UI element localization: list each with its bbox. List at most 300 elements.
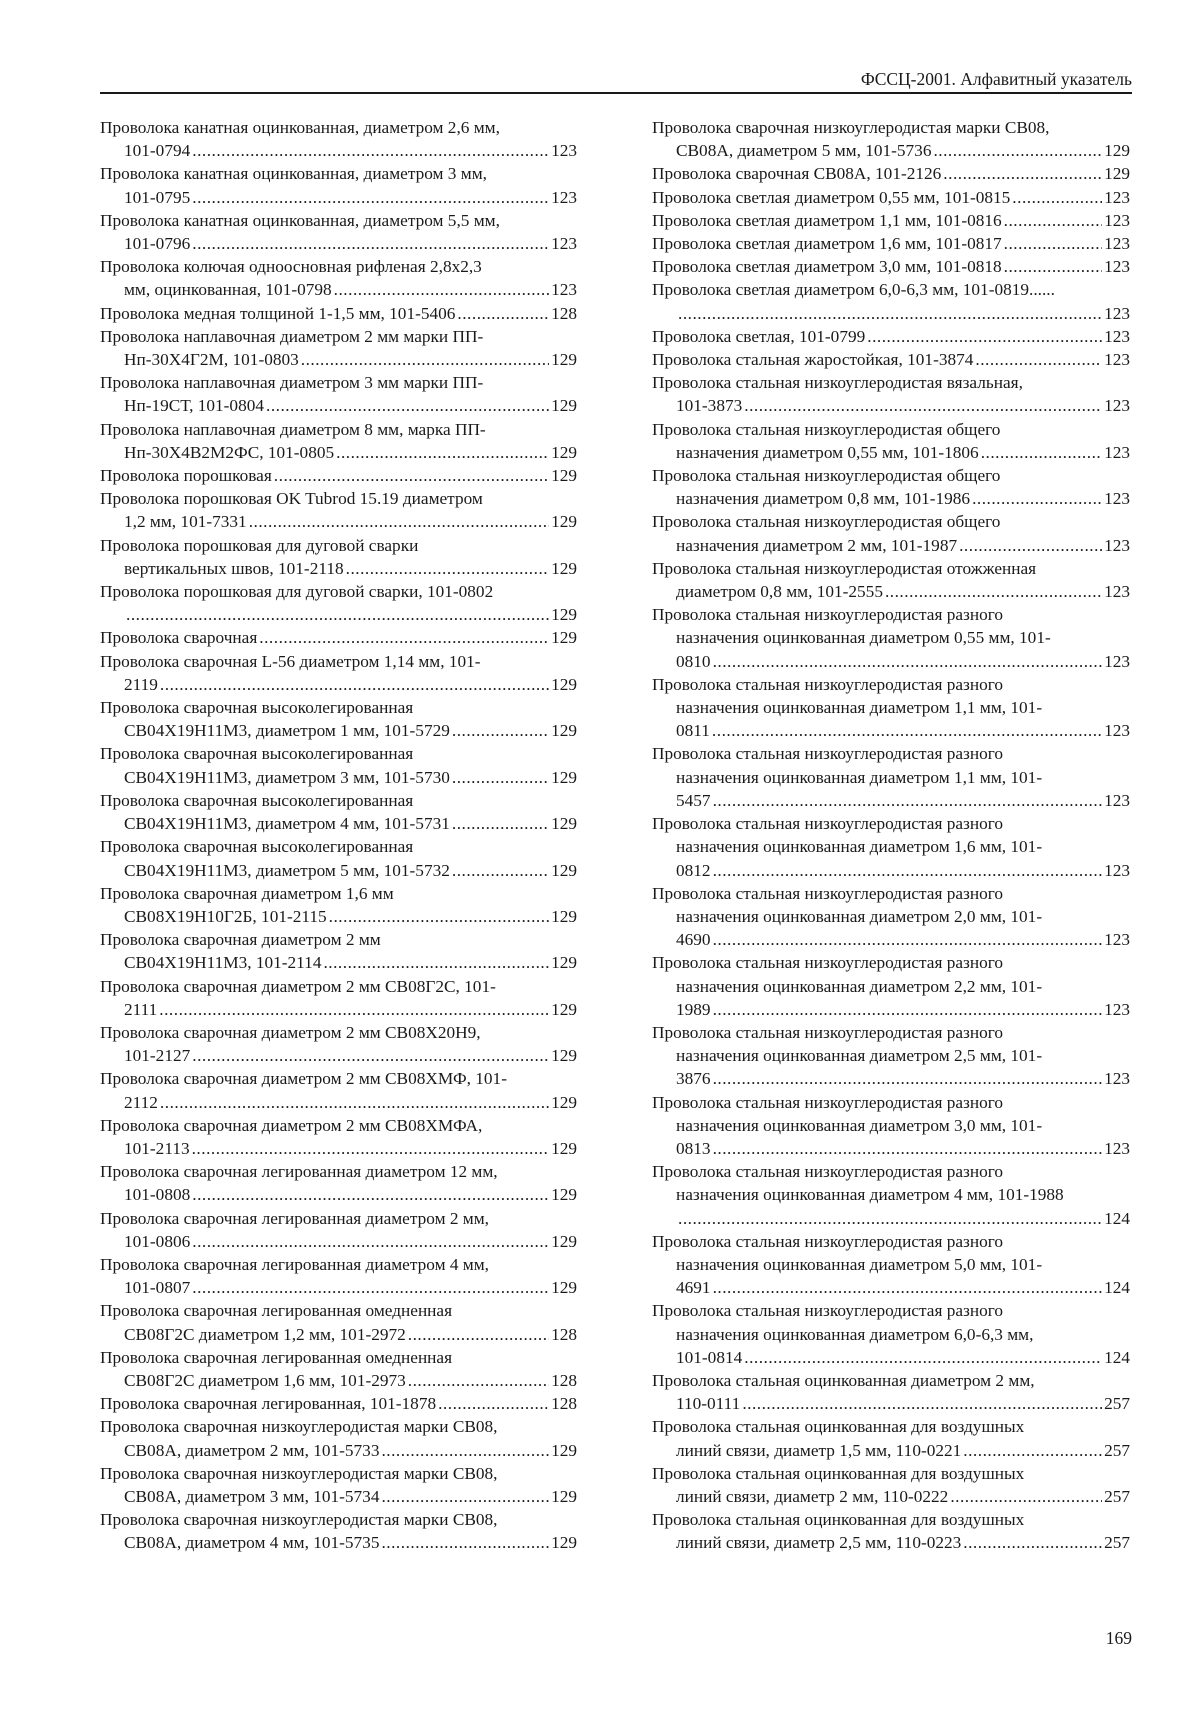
entry-page-ref: 123 [1104,860,1130,880]
entry-text: назначения оцинкованная диаметром 1,1 мм, 101- [676,767,1043,787]
entry-text: СВ08А, диаметром 3 мм, 101-5734 [124,1486,380,1506]
entry-text: мм, оцинкованная, 101-0798 [124,280,332,300]
entry-text: Проволока сварочная легированная, 101-1878 [100,1394,437,1414]
entry-text: Проволока канатная оцинкованная, диаметром 3 мм, [100,164,487,184]
index-entry [652,325,1130,348]
entry-line [100,1114,577,1137]
dot-leader [192,1183,549,1206]
entry-text: 101-0794 [124,141,191,161]
entry-line [652,928,1130,951]
dot-leader [192,1137,549,1160]
index-entry [652,1160,1130,1230]
dot-leader [712,719,1102,742]
index-entry [100,534,577,580]
entry-text: Проволока стальная низкоуглеродистая общего [652,466,1001,486]
dot-leader [160,1091,549,1114]
entry-page-ref: 129 [551,558,577,578]
dot-leader [192,1044,549,1067]
entry-page-ref: 123 [1104,489,1130,509]
dot-leader [1004,209,1102,232]
entry-line [100,255,577,278]
entry-line [100,1276,577,1299]
entry-text: Проволока светлая диаметром 6,0-6,3 мм, 101-0819...... [652,280,1055,300]
entry-text: Проволока порошковая OK Tubrod 15.19 диаметром [100,489,483,509]
index-entry [652,1091,1130,1161]
entry-page-ref: 129 [551,442,577,462]
entry-page-ref: 128 [551,1324,577,1344]
entry-line [652,1253,1130,1276]
entry-text: Проволока сварочная диаметром 2 мм СВ08Г2С, 101- [100,976,496,996]
dot-leader [885,580,1102,603]
index-entry [652,1299,1130,1369]
entry-text: Проволока сварочная высоколегированная [100,744,414,764]
entry-text: назначения диаметром 2 мм, 101-1987 [676,535,958,555]
entry-line [100,998,577,1021]
index-entry [100,487,577,533]
entry-line [100,394,577,417]
dot-leader [438,1392,549,1415]
entry-text: 101-0814 [676,1347,743,1367]
entry-line [652,441,1130,464]
entry-text: Проволока сварочная [100,628,258,648]
dot-leader [713,1137,1103,1160]
entry-line [100,650,577,673]
index-entry [100,789,577,835]
entry-page-ref: 129 [551,1046,577,1066]
entry-line [652,1091,1130,1114]
entry-line [100,1323,577,1346]
entry-line [100,534,577,557]
entry-line [100,742,577,765]
entry-page-ref: 123 [1104,210,1130,230]
entry-line [100,626,577,649]
entry-text: 3876 [676,1069,711,1089]
entry-line [652,905,1130,928]
index-entry [652,742,1130,812]
index-entry [652,1369,1130,1415]
entry-line [100,1137,577,1160]
entry-page-ref: 123 [1104,396,1130,416]
entry-line [100,766,577,789]
index-entry [100,1346,577,1392]
entry-text: Проволока сварочная диаметром 2 мм СВ08ХМФ, 101- [100,1069,507,1089]
entry-line [100,302,577,325]
entry-text: Проволока сварочная низкоуглеродистая марки СВ08, [652,118,1050,137]
entry-line [652,1276,1130,1299]
header-title: ФССЦ-2001. Алфавитный указатель [860,69,1132,89]
entry-text: 101-0806 [124,1231,191,1251]
entry-text: Проволока медная толщиной 1-1,5 мм, 101-5406 [100,303,456,323]
page-number: 169 [1105,1628,1132,1648]
entry-page-ref: 129 [551,999,577,1019]
index-entry [100,928,577,974]
dot-leader [249,510,549,533]
entry-text: 110-0111 [676,1394,741,1414]
dot-leader [1004,255,1102,278]
entry-text: Проволока сварочная высоколегированная [100,837,414,857]
entry-page-ref: 129 [1104,141,1130,161]
entry-line [652,255,1130,278]
index-entry [652,1508,1130,1554]
entry-line [652,186,1130,209]
dot-leader [192,232,549,255]
index-entry [100,302,577,325]
entry-line [652,348,1130,371]
entry-line [100,696,577,719]
dot-leader [381,1439,549,1462]
running-header [100,66,1132,94]
dot-leader [192,139,549,162]
entry-page-ref: 129 [551,1092,577,1112]
entry-line [100,1253,577,1276]
entry-text: Проволока стальная низкоуглеродистая разного [652,1162,1004,1182]
entry-page-ref: 124 [1104,1278,1130,1298]
entry-line [100,487,577,510]
entry-line [100,510,577,533]
index-entry [652,1462,1130,1508]
entry-line [652,812,1130,835]
entry-line [100,1369,577,1392]
dot-leader [266,394,549,417]
dot-leader [744,394,1102,417]
entry-page-ref: 123 [1104,930,1130,950]
entry-line [652,1346,1130,1369]
index-entry [100,1508,577,1554]
entry-text: Нп-30Х4В2М2ФС, 101-0805 [124,442,335,462]
entry-line [100,580,577,603]
entry-line [100,232,577,255]
entry-text: Проволока сварочная легированная диаметром 12 мм, [100,1162,498,1182]
entry-line [100,371,577,394]
entry-page-ref: 123 [1104,535,1130,555]
dot-leader [452,859,549,882]
entry-text: Проволока стальная низкоуглеродистая разного [652,883,1004,903]
entry-text: СВ04Х19Н11М3, диаметром 3 мм, 101-5730 [124,767,450,787]
entry-text: Проволока сварочная диаметром 1,6 мм [100,883,394,903]
entry-text: Проволока сварочная СВ08А, 101-2126 [652,164,942,184]
index-entry [100,1299,577,1345]
entry-line [100,975,577,998]
index-entry [100,1114,577,1160]
index-entry [100,1067,577,1113]
entry-line [100,186,577,209]
entry-line [652,1323,1130,1346]
entry-page-ref: 123 [1104,790,1130,810]
entry-text: СВ08А, диаметром 4 мм, 101-5735 [124,1533,380,1553]
entry-text: Проволока сварочная диаметром 2 мм СВ08ХМФА, [100,1115,483,1135]
entry-page-ref: 129 [551,1278,577,1298]
entry-text: Проволока светлая диаметром 0,55 мм, 101-0815 [652,187,1011,207]
dot-leader [975,348,1102,371]
entry-line [652,1531,1130,1554]
entry-text: 101-0808 [124,1185,191,1205]
dot-leader [334,278,549,301]
entry-line [652,1207,1130,1230]
entry-text: СВ08А, диаметром 2 мм, 101-5733 [124,1440,380,1460]
entry-text: назначения диаметром 0,55 мм, 101-1806 [676,442,979,462]
index-entry [652,255,1130,278]
dot-leader [713,928,1103,951]
entry-text: Проволока стальная низкоуглеродистая разного [652,1301,1004,1321]
entry-line [652,232,1130,255]
entry-page-ref: 123 [551,234,577,254]
entry-text: Проволока наплавочная диаметром 3 мм марки ПП- [100,373,484,393]
entry-text: 2119 [124,674,158,694]
entry-line [100,1415,577,1438]
dot-leader [192,186,549,209]
entry-line [652,371,1130,394]
dot-leader [950,1485,1102,1508]
dot-leader [981,441,1102,464]
entry-text: Проволока стальная жаростойкая, 101-3874 [652,350,974,370]
entry-text: Проволока сварочная низкоуглеродистая марки СВ08, [100,1417,498,1437]
entry-line [100,1183,577,1206]
entry-text: линий связи, диаметр 2,5 мм, 110-0223 [676,1533,962,1553]
entry-text: Проволока сварочная L-56 диаметром 1,14 мм, 101- [100,651,481,671]
index-entry [100,1160,577,1206]
entry-text: 1989 [676,999,711,1019]
dot-leader [963,1531,1102,1554]
entry-text: назначения оцинкованная диаметром 1,6 мм, 101- [676,837,1043,857]
dot-leader [452,766,549,789]
entry-line [652,1392,1130,1415]
entry-text: вертикальных швов, 101-2118 [124,558,344,578]
dot-leader [867,325,1102,348]
index-entry [652,1230,1130,1300]
dot-leader [713,859,1103,882]
entry-page-ref: 123 [1104,651,1130,671]
entry-line [100,673,577,696]
index-entry [100,371,577,417]
dot-leader [1004,232,1102,255]
entry-text: Проволока сварочная легированная омедненная [100,1301,453,1321]
entry-page-ref: 123 [1104,326,1130,346]
entry-line [100,1462,577,1485]
entry-line [100,464,577,487]
entry-line [100,1439,577,1462]
entry-page-ref: 124 [1104,1347,1130,1367]
index-entry [652,232,1130,255]
entry-line [652,603,1130,626]
entry-line [652,1439,1130,1462]
entry-line [652,835,1130,858]
entry-page-ref: 129 [551,466,577,486]
entry-line [100,928,577,951]
entry-line [100,1346,577,1369]
index-entry [100,325,577,371]
entry-page-ref: 128 [551,1394,577,1414]
index-entry [652,348,1130,371]
index-entry [652,603,1130,673]
entry-line [100,835,577,858]
entry-line [652,510,1130,533]
entry-page-ref: 123 [551,280,577,300]
entry-line [100,209,577,232]
entry-page-ref: 129 [551,605,577,625]
entry-line [100,1207,577,1230]
entry-page-ref: 257 [1104,1440,1130,1460]
entry-text: 0813 [676,1138,711,1158]
entry-text: Проволока порошковая [100,466,272,486]
index-entry [100,1392,577,1415]
entry-line [100,812,577,835]
entry-line [652,325,1130,348]
dot-leader [408,1323,549,1346]
index-entry [100,650,577,696]
entry-line [652,278,1130,301]
index-entry [100,835,577,881]
entry-line [100,1299,577,1322]
entry-line [652,302,1130,325]
dot-leader [159,998,549,1021]
entry-text: Проволока стальная оцинкованная для воздушных [652,1463,1025,1483]
entry-text: 0811 [676,721,710,741]
entry-page-ref: 129 [551,396,577,416]
entry-text: Проволока светлая, 101-0799 [652,326,866,346]
entry-text: Проволока стальная низкоуглеродистая разного [652,605,1004,625]
entry-page-ref: 129 [551,906,577,926]
entry-text: Проволока стальная низкоуглеродистая отожженная [652,558,1037,578]
entry-line [100,1230,577,1253]
entry-text: Проволока сварочная диаметром 2 мм [100,930,381,950]
entry-text: СВ08Г2С диаметром 1,6 мм, 101-2973 [124,1370,406,1390]
index-entry [100,1253,577,1299]
dot-leader [943,162,1102,185]
index-entry [652,510,1130,556]
entry-page-ref: 129 [551,1533,577,1553]
entry-line [652,1021,1130,1044]
entry-text: 101-2127 [124,1046,191,1066]
dot-leader [346,557,549,580]
dot-leader [713,650,1103,673]
entry-text: Проволока светлая диаметром 1,1 мм, 101-0816 [652,210,1002,230]
entry-line [100,348,577,371]
entry-line [100,905,577,928]
entry-line [652,650,1130,673]
entry-line [652,1508,1130,1531]
entry-page-ref: 129 [551,1486,577,1506]
entry-line [652,1114,1130,1137]
dot-leader [678,1207,1102,1230]
entry-text: 101-0807 [124,1278,191,1298]
dot-leader [1012,186,1102,209]
entry-line [652,1485,1130,1508]
entry-line [652,1230,1130,1253]
entry-text: Проволока канатная оцинкованная, диаметром 2,6 мм, [100,118,500,137]
entry-page-ref: 129 [551,1185,577,1205]
entry-line [652,742,1130,765]
entry-page-ref: 123 [1104,721,1130,741]
entry-page-ref: 129 [551,953,577,973]
entry-page-ref: 123 [1104,234,1130,254]
entry-line [652,394,1130,417]
entry-line [652,719,1130,742]
entry-text: Проволока наплавочная диаметром 8 мм, марка ПП- [100,419,486,439]
entry-page-ref: 257 [1104,1486,1130,1506]
entry-page-ref: 129 [1104,164,1130,184]
dot-leader [259,626,549,649]
index-entry [100,1021,577,1067]
index-entry [100,975,577,1021]
index-entry [652,186,1130,209]
entry-text: Проволока стальная низкоуглеродистая вязальная, [652,373,1023,393]
entry-line [652,534,1130,557]
entry-line [652,1415,1130,1438]
entry-page-ref: 129 [551,860,577,880]
entry-line [100,951,577,974]
entry-text: назначения оцинкованная диаметром 6,0-6,3 мм, [676,1324,1034,1344]
entry-line [100,116,577,139]
entry-page-ref: 124 [1104,1208,1130,1228]
entry-text: Проволока стальная оцинкованная для воздушных [652,1417,1025,1437]
entry-text: Проволока канатная оцинкованная, диаметром 5,5 мм, [100,210,500,230]
entry-page-ref: 129 [551,674,577,694]
index-entry [100,882,577,928]
dot-leader [678,302,1102,325]
entry-line [652,882,1130,905]
entry-page-ref: 123 [1104,999,1130,1019]
entry-text: назначения оцинкованная диаметром 3,0 мм, 101- [676,1115,1043,1135]
entry-line [652,766,1130,789]
dot-leader [160,673,549,696]
entry-page-ref: 129 [551,767,577,787]
entry-line [652,557,1130,580]
index-entry [100,255,577,301]
entry-line [100,325,577,348]
entry-line [100,1044,577,1067]
entry-text: 4690 [676,930,711,950]
entry-line [100,1531,577,1554]
entry-text: Нп-30Х4Г2М, 101-0803 [124,350,299,370]
dot-leader [713,998,1103,1021]
entry-line [652,998,1130,1021]
index-entry [652,1021,1130,1091]
entry-text: 101-3873 [676,396,743,416]
entry-text: Проволока сварочная диаметром 2 мм СВ08Х20Н9, [100,1022,481,1042]
entry-page-ref: 123 [1104,1138,1130,1158]
entry-line [652,1067,1130,1090]
entry-line [100,1067,577,1090]
entry-text: Проволока стальная низкоуглеродистая разного [652,953,1004,973]
entry-line [100,1160,577,1183]
dot-leader [192,1230,549,1253]
dot-leader [192,1276,549,1299]
entry-text: Проволока стальная низкоуглеродистая разного [652,1092,1004,1112]
dot-leader [713,1276,1103,1299]
entry-line [652,1462,1130,1485]
entry-text: Проволока сварочная низкоуглеродистая марки СВ08, [100,1510,498,1530]
entry-text: Проволока светлая диаметром 1,6 мм, 101-0817 [652,234,1002,254]
entry-line [652,162,1130,185]
entry-text: Нп-19СТ, 101-0804 [124,396,264,416]
entry-text: Проволока сварочная легированная диаметром 2 мм, [100,1208,489,1228]
entry-page-ref: 128 [551,303,577,323]
entry-line [100,418,577,441]
dot-leader [744,1346,1102,1369]
dot-leader [742,1392,1102,1415]
entry-text: Проволока стальная низкоуглеродистая общего [652,419,1001,439]
dot-leader [959,534,1102,557]
entry-line [652,859,1130,882]
entry-text: Проволока наплавочная диаметром 2 мм марки ПП- [100,326,484,346]
entry-text: Проволока стальная низкоуглеродистая общего [652,512,1001,532]
index-entry [652,951,1130,1021]
entry-text: линий связи, диаметр 2 мм, 110-0222 [676,1486,949,1506]
index-entry [100,580,577,626]
entry-page-ref: 257 [1104,1533,1130,1553]
entry-line [652,464,1130,487]
dot-leader [457,302,549,325]
